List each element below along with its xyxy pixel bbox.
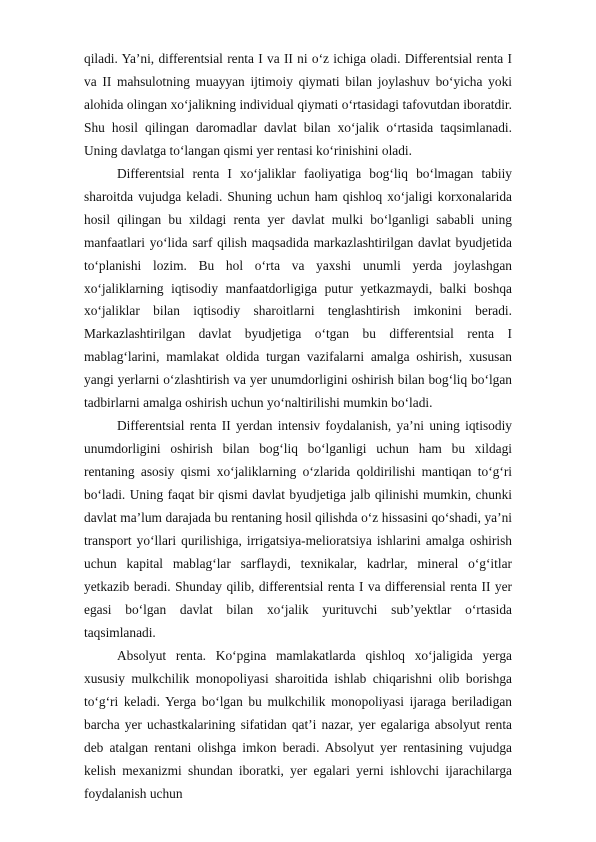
paragraph-4: Absolyut renta. Ko‘pgina mamlakatlarda qishloq xo‘jaligida yerga xususiy mulkchilik monopoliyasi sharoitida ishlab chiqarishni olib borishga to‘g‘ri keladi. Yerga bo‘lgan bu mulkchilik monopoliyasi ijaraga beriladigan barcha yer uchastkalarining sifatidan qat’i nazar, yer egalariga absolyut renta deb atalgan rentani olishga imkon beradi. Absolyut yer rentasining vujudga kelish mexanizmi shundan iboratki, yer egalari yerni ishlovchi ijarachilarga foydalanish uchun <box>84 647 512 801</box>
document-page <box>84 48 512 805</box>
paragraph-3: Differentsial renta II yerdan intensiv foydalanish, ya’ni uning iqtisodiy unumdorligini oshirish bilan bog‘liq bo‘lganligi uchun ham bu xildagi rentaning asosiy qismi xo‘jaliklarning o‘zlarida qoldirilishi mantiqan to‘g‘ri bo‘ladi. Uning faqat bir qismi davlat byudjetiga jalb qilinishi mumkin, chunki davlat ma’lum darajada bu rentaning hosil qilishda o‘z hissasini qo‘shadi, ya’ni transport yo‘llari qurilishiga, irrigatsiya-melioratsiya ishlarini amalga oshirish uchun kapital mablag‘lar sarflaydi, texnikalar, kadrlar, mineral o‘g‘itlar yetkazib beradi. Shunday qilib, differentsial renta I va differensial renta II yer egasi bo‘lgan davlat bilan xo‘jalik yurituvchi sub’yektlar o‘rtasida taqsimlanadi. <box>84 418 512 640</box>
paragraph-2: Differentsial renta I xo‘jaliklar faoliyatiga bog‘liq bo‘lmagan tabiiy sharoitda vujudga keladi. Shuning uchun ham qishloq xo‘jaligi korxonalarida hosil qilingan bu xildagi renta yer davlat mulki bo‘lganligi sababli uning manfaatlari yo‘lida sarf qilish maqsadida markazlashtirilgan davlat byudjetida to‘planishi lozim. Bu hol o‘rta va yaxshi unumli yerda joylashgan xo‘jaliklarning iqtisodiy manfaatdorligiga putur yetkazmaydi, balki boshqa xo‘jaliklar bilan iqtisodiy sharoitlarni tenglashtirish imkonini beradi. Markazlashtirilgan davlat byudjetiga o‘tgan bu differentsial renta I mablag‘larini, mamlakat oldida turgan vazifalarni amalga oshirish, xususan yangi yerlarni o‘zlashtirish va yer unumdorligini oshirish bilan bog‘liq bo‘lgan tadbirlarni amalga oshirish uchun yo‘naltirilishi mumkin bo‘ladi. <box>84 165 512 411</box>
paragraph-1: qiladi. Ya’ni, differentsial renta I va II ni o‘z ichiga oladi. Differentsial renta I va II mahsulotning muayyan ijtimoiy qiymati bilan joylashuv bo‘yicha yoki alohida olingan xo‘jalikning individual qiymati o‘rtasidagi tafovutdan iboratdir. Shu hosil qilingan daromadlar davlat bilan xo‘jalik o‘rtasida taqsimlanadi. Uning davlatga to‘langan qismi yer rentasi ko‘rinishini oladi. <box>84 51 512 158</box>
